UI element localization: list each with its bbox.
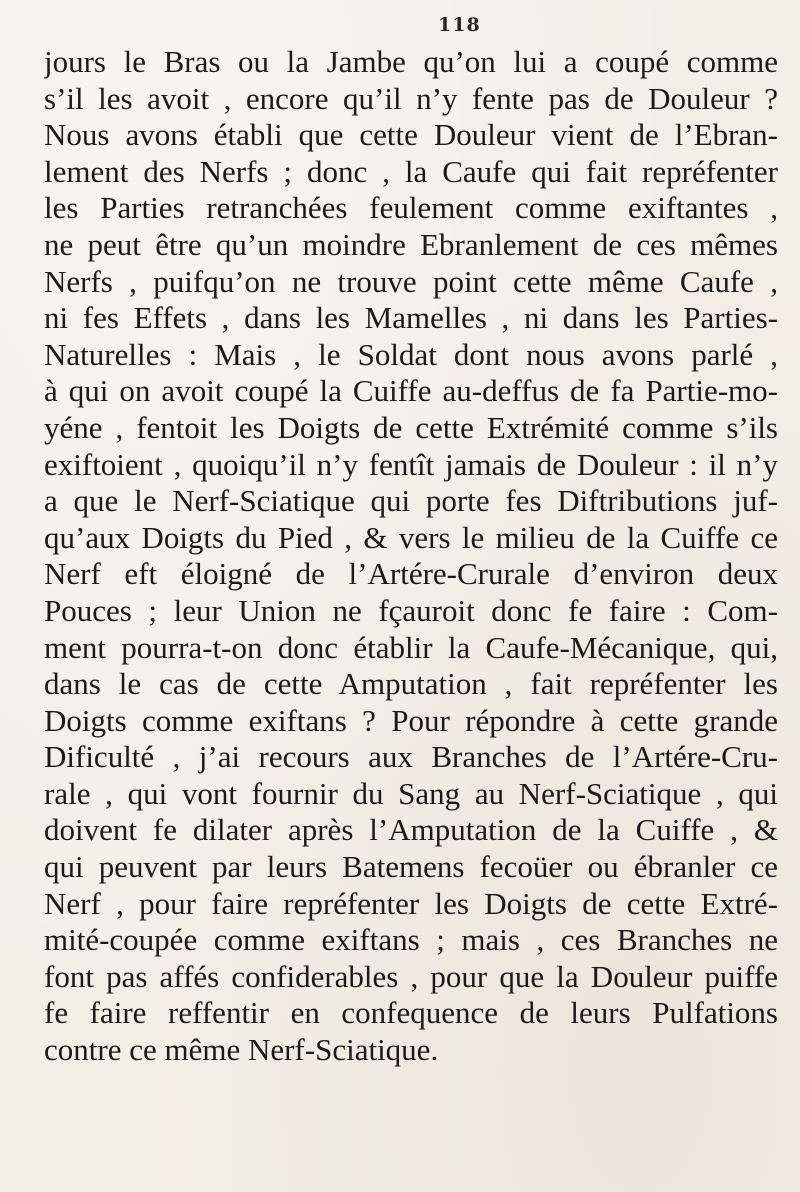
text-line: les Parties retranchées feulement comme exiftantes , — [44, 190, 778, 226]
text-line: Nerf , pour faire repréfenter les Doigts de cette Extré- — [44, 885, 778, 921]
text-line: jours le Bras ou la Jambe qu’on lui a coupé comme — [44, 44, 778, 79]
text-line: contre ce même Nerf-Sciatique. — [44, 1032, 439, 1068]
text-line: s’il les avoit , encore qu’il n’y fente pas de Douleur ? — [44, 80, 778, 116]
text-line: ment pourra-t-on donc établir la Caufe-Mécanique, qui, — [44, 629, 778, 665]
text-line: qu’aux Doigts du Pied , & vers le milieu de la Cuiffe ce — [44, 519, 778, 555]
text-line: mité-coupée comme exiftans ; mais , ces Branches ne — [44, 922, 778, 958]
text-line: Nerfs , puifqu’on ne trouve point cette même Caufe , — [44, 263, 778, 299]
text-line: exiftoient , quoiqu’il n’y fentît jamais de Douleur : il n’y — [44, 446, 778, 482]
text-line: qui peuvent par leurs Batemens fecoüer ou ébranler ce — [44, 849, 778, 885]
text-line: ni fes Effets , dans les Mamelles , ni dans les Parties- — [44, 300, 778, 336]
text-line: Pouces ; leur Union ne fçauroit donc fe faire : Com- — [44, 592, 778, 628]
page-number: 118 — [438, 14, 481, 36]
text-line: lement des Nerfs ; donc , la Caufe qui fait repréfenter — [44, 153, 778, 189]
text-line: font pas affés confiderables , pour que la Douleur puiffe — [44, 958, 778, 994]
text-line: ne peut être qu’un moindre Ebranlement de ces mêmes — [44, 226, 778, 262]
text-line: Naturelles : Mais , le Soldat dont nous avons parlé , — [44, 336, 778, 372]
text-line: yéne , fentoit les Doigts de cette Extrémité comme s’ils — [44, 409, 778, 445]
text-line: rale , qui vont fournir du Sang au Nerf-Sciatique , qui — [44, 775, 778, 811]
text-line: Doigts comme exiftans ? Pour répondre à cette grande — [44, 702, 778, 738]
text-line: Dificulté , j’ai recours aux Branches de l’Artére-Cru- — [44, 739, 778, 775]
body-text — [44, 44, 778, 1069]
text-line: doivent fe dilater après l’Amputation de la Cuiffe , & — [44, 812, 778, 848]
text-line: Nerf eft éloigné de l’Artére-Crurale d’environ deux — [44, 556, 778, 592]
text-line: dans le cas de cette Amputation , fait repréfenter les — [44, 666, 778, 702]
text-line: a que le Nerf-Sciatique qui porte fes Diftributions juf- — [44, 483, 778, 519]
text-line: fe faire reffentir en confequence de leurs Pulfations — [44, 995, 778, 1031]
text-line: à qui on avoit coupé la Cuiffe au-deffus de fa Partie-mo- — [44, 373, 778, 409]
text-line: Nous avons établi que cette Douleur vient de l’Ebran- — [44, 117, 778, 153]
